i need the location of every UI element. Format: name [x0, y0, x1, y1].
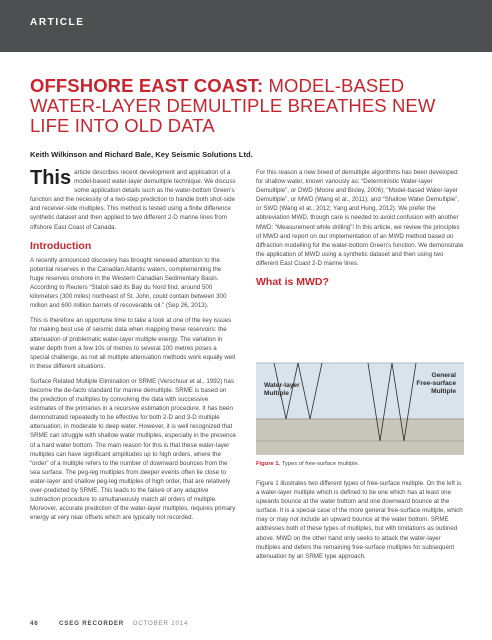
- figure-caption-text: Types of free-surface multiple.: [280, 461, 360, 467]
- dropcap: This: [30, 167, 72, 189]
- section-label: ARTICLE: [30, 17, 85, 28]
- right-column: [256, 168, 464, 292]
- right-column-lower: [256, 479, 464, 561]
- publication-name: CSEG RECORDER: [59, 620, 125, 627]
- page-number: 46: [30, 620, 39, 627]
- label-right-line-3: Multiple: [431, 388, 456, 395]
- article-banner: [0, 0, 492, 52]
- article-headline: [30, 76, 460, 136]
- right-paragraph-2: Figure 1 illustrates two different types of free-surface multiple. On the left is a water-layer multiple which is defined to be one which has at least one upwards bounce at the water bottom and one downward bounce at the surface. It is a special case of the more general free-surface multiple, which may or may not include an upward bounce at the water bottom. SRME addresses both of these types of multiples, but with limitations as outlined above. MWD on the other hand only seeks to attack the water-layer multiples and defers the remaining free-surface multiples for subsequent attenuation by an SRME type approach.: [256, 480, 463, 560]
- label-left-line-2: Multiple: [264, 390, 289, 397]
- intro-paragraph-2: This is therefore an opportune time to take a look at one of the key issues for making best use of seismic data when mapping these reservoirs: the attenuation of problematic water-layer multiple energy. The variation in water depth from a few 10s of metres to several 100 metres poses a special challenge, as not all multiple attenuation methods work equally well in these different situations.: [30, 317, 235, 370]
- left-column: [30, 168, 236, 528]
- multiple-diagram: [256, 353, 464, 455]
- figure-caption: [256, 461, 359, 467]
- seabed: [256, 419, 464, 455]
- issue-date: OCTOBER 2014: [132, 620, 189, 627]
- headline-bold: OFFSHORE EAST COAST:: [30, 75, 264, 96]
- figure-number: Figure 1.: [256, 461, 281, 467]
- label-right-line-2: Free-surface: [416, 380, 456, 387]
- byline: Keith Wilkinson and Richard Bale, Key Seismic Solutions Ltd.: [30, 150, 253, 159]
- label-left-line-1: Water-layer: [264, 382, 300, 389]
- what-is-mwd-heading: What is MWD?: [256, 276, 329, 289]
- intro-paragraph-1: A recently announced discovery has brought renewed attention to the potential reserves in the Canadian Atlantic waters, complementing the huge reserves onshore in the Western Canadian Sedimentary Basin. According to Reuters “Statoil said its Bay du Nord find, around 500 kilometers (300 miles) northeast of St. John, could contain between 300 million and 600 million barrels of recoverable oil.” (Sep 26, 2013).: [30, 256, 227, 310]
- figure-1: [256, 353, 464, 455]
- right-paragraph-1: For this reason a new breed of demultiple algorithms has been developed for shallow water, known variously as: “Deterministic Water-layer Demultiple”, or DWD (Moore and Bisley, 2006); “Model-based Water-layer Demultiple”, or MWD (Wang et al., 2011); and “Shallow Water Demultiple”, or SWD (Wang et al., 2012; Yang and Hung, 2012). We prefer the abbreviation MWD, though care is needed to avoid confusion with another MWD: “Measurement while drilling”! In this article, we review the principles of MWD and report on our implementation of an MWD method based on diffraction modelling for the water-bottom Green’s function. We demonstrate the application of MWD using a synthetic dataset and then using two different East Coast 2-D marine lines.: [256, 169, 464, 267]
- introduction-heading: Introduction: [30, 239, 92, 252]
- headline-rest: MODEL-BASED WATER-LAYER DEMULTIPLE BREATHES NEW LIFE INTO OLD DATA: [30, 75, 436, 136]
- label-right-line-1: General: [431, 372, 456, 379]
- intro-paragraph-3: Surface Related Multiple Elimination or SRME (Verschuur et al., 1992) has become the de-facto standard for marine demultiple. SRME is based on the prediction of multiples by convolving the data with successive estimates of the primaries in a recursive estimation procedure. It has been demonstrated repeatedly to be effective for both 2-D and 3-D multiple attenuation, in moderate to deep water. However, it is well recognized that SRME can struggle with shallow water multiples, especially in the presence of a hard water bottom. The main reason for this is that these water-layer multiples can have significant amplitudes up to high orders, where the “order” of a multiple refers to the number of downward bounces from the sea surface. The peg-leg multiples from deeper events often lie close to water-layer and shallow peg-leg multiples of high order, that are relatively over-predicted by SRME. This leads to the failure of any adaptive subtraction procedure to simultaneously match all orders of multiple. Moreover, accurate prediction of the water-layer multiples, requires primary energy at very near offsets which are typically not recorded.: [30, 377, 237, 522]
- lead-text: article describes recent development and application of a model-based water-layer demultiple technique. We discuss some application details such as the water-bottom Green’s function and the necessity of a two-step prediction to handle both shot-side and receiver-side multiples. This method is tested using a finite difference synthetic dataset and then applied to two different 2-D marine lines from offshore East Coast of Canada.: [30, 169, 236, 231]
- page-footer: [30, 620, 188, 627]
- lead-paragraph: [30, 168, 236, 232]
